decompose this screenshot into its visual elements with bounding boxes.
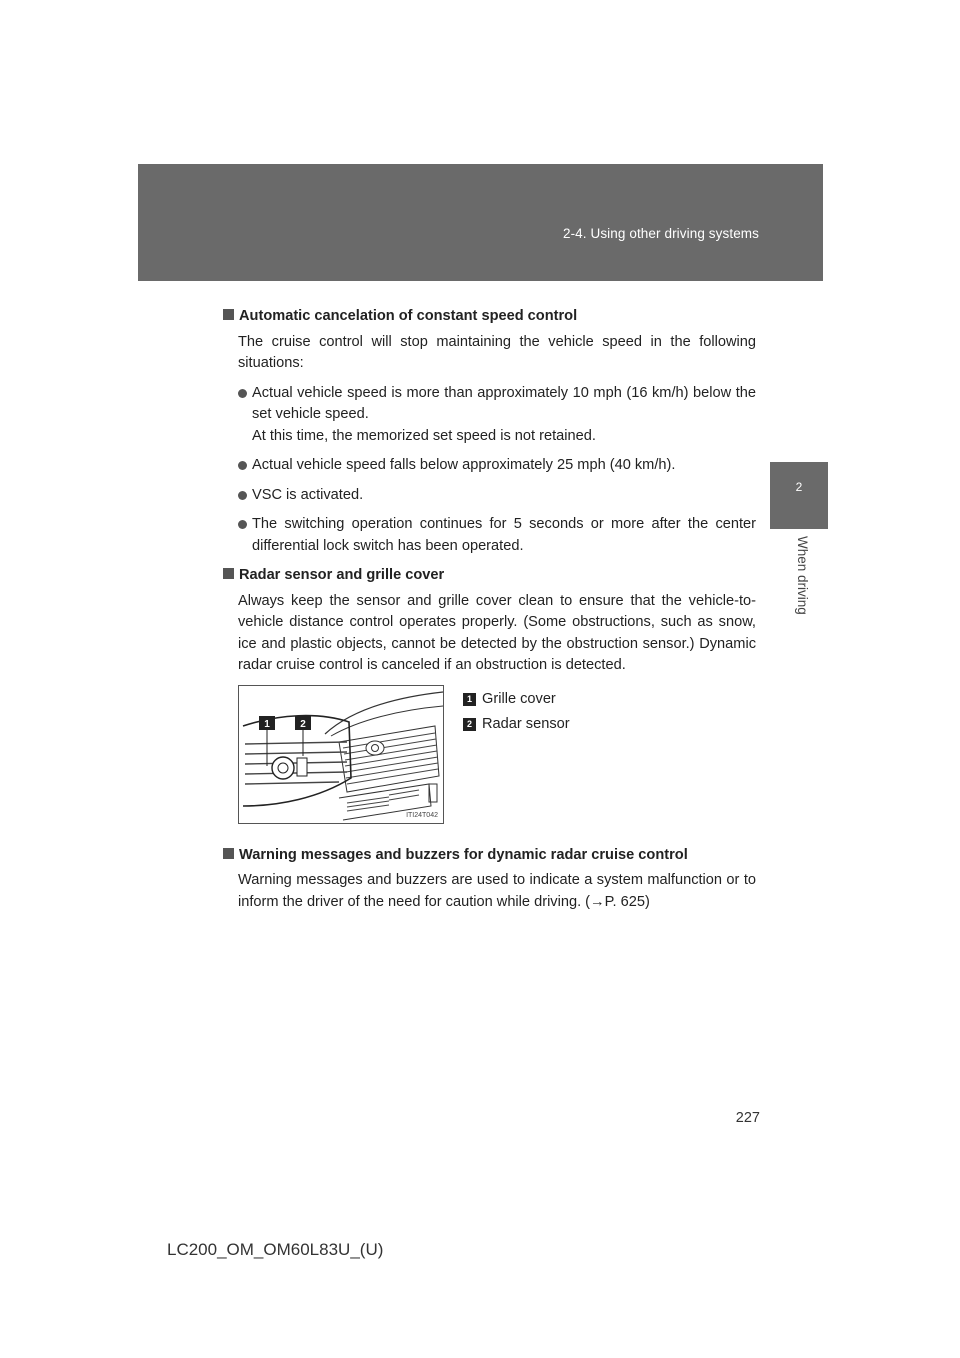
- chapter-label: When driving: [795, 536, 810, 615]
- list-item: Actual vehicle speed is more than approximately 10 mph (16 km/h) below the set vehicle speed. At this time, the memorized set speed is not retained.: [238, 383, 756, 448]
- circle-bullet-icon: [238, 461, 247, 470]
- callout-2-marker: 2: [300, 718, 306, 730]
- chapter-number: 2: [795, 480, 803, 494]
- paragraph: Always keep the sensor and grille cover clean to ensure that the vehicle-to-vehicle distance control operates properly. (Some obstructions, such as snow, ice and plastic objects, cannot be detected by the obstruction sensor.) Dynamic radar cruise control is canceled if an obstruction is detected.: [238, 592, 756, 673]
- figure-code: ITI24T042: [406, 811, 438, 819]
- circle-bullet-icon: [238, 520, 247, 529]
- list-item: Actual vehicle speed falls below approximately 25 mph (40 km/h).: [238, 455, 756, 477]
- page-number: 227: [735, 1110, 760, 1126]
- section-heading-radar-sensor: Radar sensor and grille cover: [223, 565, 756, 587]
- figure-legend: [465, 689, 570, 740]
- square-bullet-icon: [223, 568, 234, 579]
- legend-label: Grille cover: [482, 690, 556, 707]
- list-item: The switching operation continues for 5 seconds or more after the center differential lock switch has been operated.: [238, 514, 756, 557]
- legend-item: [465, 689, 570, 711]
- callout-1-marker: 1: [264, 718, 270, 730]
- legend-number: 2: [463, 718, 476, 731]
- chapter-tab: [770, 462, 828, 529]
- circle-bullet-icon: [238, 491, 247, 500]
- legend-number: 1: [463, 693, 476, 706]
- header-bar: [138, 164, 823, 281]
- paragraph: The cruise control will stop maintaining the vehicle speed in the following situations:: [238, 333, 756, 371]
- legend-label: Radar sensor: [482, 716, 570, 732]
- list-item: VSC is activated.: [238, 485, 756, 507]
- legend-item: [465, 714, 570, 736]
- vehicle-front-drawing: [239, 686, 443, 823]
- figure-row: [238, 685, 756, 837]
- paragraph: Warning messages and buzzers are used to indicate a system malfunction or to inform the driver of the need for caution while driving. (→P. 625): [238, 872, 756, 910]
- page-content: [223, 306, 756, 921]
- section-heading-auto-cancel: Automatic cancelation of constant speed control: [223, 306, 756, 328]
- vehicle-front-illustration: [238, 685, 444, 824]
- square-bullet-icon: [223, 309, 234, 320]
- circle-bullet-icon: [238, 389, 247, 398]
- section-title: 2-4. Using other driving systems: [562, 226, 759, 241]
- square-bullet-icon: [223, 848, 234, 859]
- document-code: LC200_OM_OM60L83U_(U): [167, 1240, 384, 1259]
- section-heading-warning-messages: Warning messages and buzzers for dynamic radar cruise control: [223, 845, 756, 867]
